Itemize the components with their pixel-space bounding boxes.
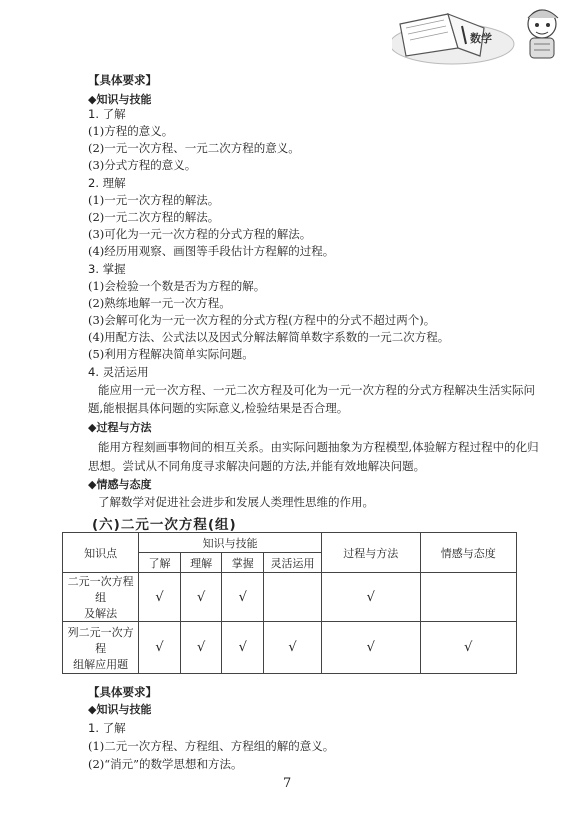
list-item: (4)用配方法、公式法以及因式分解法解简单数字系数的一元二次方程。 (88, 330, 450, 344)
table-cell: √ (180, 622, 222, 674)
paragraph-line: 能应用一元一次方程、一元二次方程及可化为一元一次方程的分式方程解决生活实际问 (98, 383, 535, 397)
list-item: (1)一元一次方程的解法。 (88, 193, 220, 207)
group-title: 4. 灵活运用 (88, 365, 149, 379)
requirements-heading: 【具体要求】 (88, 685, 157, 699)
table-cell: √ (321, 622, 420, 674)
list-item: (2)熟练地解一元一次方程。 (88, 296, 231, 310)
list-item: (2)一元二次方程的解法。 (88, 210, 220, 224)
list-item: (1)会检验一个数是否为方程的解。 (88, 279, 266, 293)
list-item: (2)“消元”的数学思想和方法。 (88, 757, 243, 771)
list-item: (1)方程的意义。 (88, 124, 174, 138)
list-item: (3)可化为一元一次方程的分式方程的解法。 (88, 227, 312, 241)
paragraph-line: 思想。尝试从不同角度寻求解决问题的方法,并能有效地解决问题。 (88, 459, 426, 473)
subject-label: 数学 (470, 32, 492, 45)
table-row (63, 573, 517, 622)
list-item: (3)分式方程的意义。 (88, 158, 197, 172)
header-cell: 知识与技能 (139, 533, 322, 553)
table-cell: √ (139, 622, 181, 674)
table-cell: √ (264, 622, 322, 674)
knowledge-skills-heading: ◆知识与技能 (88, 703, 152, 716)
header-cell: 理解 (180, 553, 222, 573)
header-cell: 过程与方法 (321, 533, 420, 573)
header-cell: 知识点 (63, 533, 139, 573)
list-item: (2)一元一次方程、一元二次方程的意义。 (88, 141, 300, 155)
table-cell (420, 573, 517, 622)
row-label: 二元一次方程组 及解法 (63, 573, 139, 622)
paragraph-line: 了解数学对促进社会进步和发展人类理性思维的作用。 (98, 495, 374, 509)
table-cell: √ (321, 573, 420, 622)
table-cell: √ (420, 622, 517, 674)
requirements-heading: 【具体要求】 (88, 73, 157, 87)
list-item: (4)经历用观察、画图等手段估计方程解的过程。 (88, 244, 335, 258)
row-label: 列二元一次方程 组解应用题 (63, 622, 139, 674)
group-title: 1. 了解 (88, 721, 126, 735)
page-number: 7 (283, 776, 292, 791)
paragraph-line: 题,能根据具体问题的实际意义,检验结果是否合理。 (88, 401, 349, 415)
table-cell (264, 573, 322, 622)
list-item: (5)利用方程解决简单实际问题。 (88, 347, 254, 361)
list-item: (1)二元一次方程、方程组、方程组的解的意义。 (88, 739, 335, 753)
list-item: (3)会解可化为一元一次方程的分式方程(方程中的分式不超过两个)。 (88, 313, 436, 327)
paragraph-line: 能用方程刻画事物间的相互关系。由实际问题抽象为方程模型,体验解方程过程中的化归 (98, 440, 539, 454)
requirements-table (62, 532, 517, 674)
header-cell: 情感与态度 (420, 533, 517, 573)
table-cell: √ (139, 573, 181, 622)
emotion-attitude-heading: ◆情感与态度 (88, 478, 152, 491)
knowledge-skills-heading: ◆知识与技能 (88, 93, 152, 106)
section-title: (六)二元一次方程(组) (92, 517, 237, 533)
table-cell: √ (222, 622, 264, 674)
table-row (63, 622, 517, 674)
header-cell: 了解 (139, 553, 181, 573)
group-title: 3. 掌握 (88, 262, 126, 276)
table-cell: √ (222, 573, 264, 622)
table-cell: √ (180, 573, 222, 622)
header-cell: 掌握 (222, 553, 264, 573)
group-title: 1. 了解 (88, 107, 126, 121)
header-cell: 灵活运用 (264, 553, 322, 573)
group-title: 2. 理解 (88, 176, 126, 190)
process-method-heading: ◆过程与方法 (88, 421, 152, 434)
